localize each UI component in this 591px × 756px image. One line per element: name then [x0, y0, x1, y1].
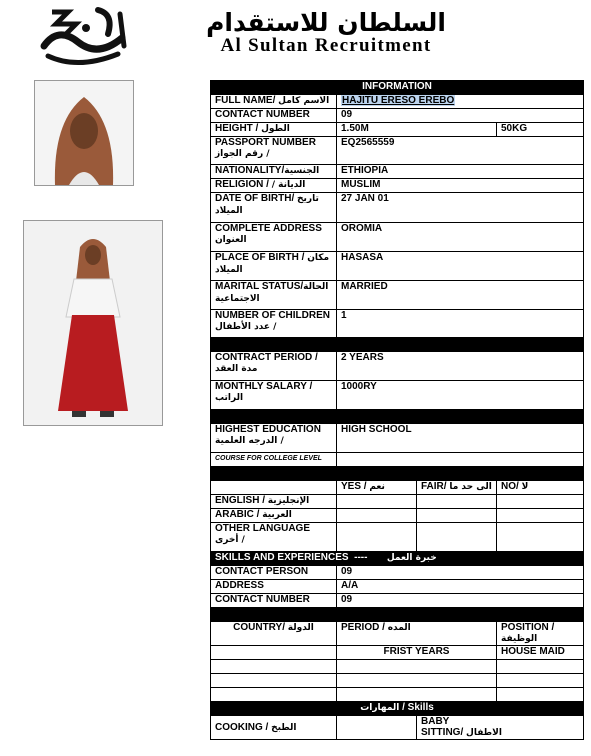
marital-status-label: MARITAL STATUS/الحالة الاجتماعية — [211, 281, 337, 310]
contact-number-label: CONTACT NUMBER — [211, 109, 337, 123]
al-sultan-logo-icon — [38, 6, 130, 72]
applicant-information-table — [210, 80, 584, 740]
experience-address-label: ADDRESS — [211, 580, 337, 594]
nationality-value: ETHIOPIA — [337, 165, 584, 179]
cooking-label: COOKING / الطبخ — [211, 716, 337, 740]
arabic-fair-cell — [417, 509, 497, 523]
work-position-cell — [497, 688, 584, 702]
monthly-salary-label: MONTHLY SALARY / الراتب — [211, 381, 337, 410]
passport-label: PASSPORT NUMBER رقم الجواز / — [211, 137, 337, 165]
other-fair-cell — [417, 523, 497, 552]
section-divider — [211, 410, 584, 424]
experience-address-value: A/A — [337, 580, 584, 594]
college-course-label: COURSE FOR COLLEGE LEVEL — [211, 453, 337, 467]
position-column-header: POSITION / الوظيفة — [497, 622, 584, 646]
weight-value: 50KG — [497, 123, 584, 137]
highest-education-label: HIGHEST EDUCATION الدرجه العلمية / — [211, 424, 337, 453]
yes-column-header: YES / نعم — [337, 481, 417, 495]
skills-header: المهارات / Skills — [211, 702, 584, 716]
english-no-cell — [497, 495, 584, 509]
address-label: COMPLETE ADDRESS العنوان — [211, 223, 337, 252]
other-no-cell — [497, 523, 584, 552]
full-name-label: FULL NAME/ الاسم كامل — [211, 95, 337, 109]
english-fair-cell — [417, 495, 497, 509]
applicant-portrait-photo — [34, 80, 134, 186]
skills-experience-header: SKILLS AND EXPERIENCES ---- خبرة العمل — [211, 552, 584, 566]
section-divider — [211, 338, 584, 352]
place-of-birth-label: PLACE OF BIRTH / مكان الميلاد — [211, 252, 337, 281]
contact-number-value: 09 — [337, 109, 584, 123]
applicant-full-body-photo — [23, 220, 163, 426]
arabic-label: ARABIC / العربية — [211, 509, 337, 523]
section-divider — [211, 608, 584, 622]
work-country-cell — [211, 646, 337, 660]
language-header-blank — [211, 481, 337, 495]
contract-period-label: CONTRACT PERIOD / مدة العقد — [211, 352, 337, 381]
arabic-no-cell — [497, 509, 584, 523]
height-label: HEIGHT / الطول — [211, 123, 337, 137]
other-yes-cell — [337, 523, 417, 552]
other-language-label: OTHER LANGUAGE أخرى / — [211, 523, 337, 552]
monthly-salary-value: 1000RY — [337, 381, 584, 410]
work-period-cell — [337, 660, 497, 674]
address-value: OROMIA — [337, 223, 584, 252]
children-value: 1 — [337, 310, 584, 338]
work-period-cell: FRIST YEARS — [337, 646, 497, 660]
college-course-value — [337, 453, 584, 467]
place-of-birth-value: HASASA — [337, 252, 584, 281]
contact-person-label: CONTACT PERSON — [211, 566, 337, 580]
english-label: ENGLISH / الإنجليزية — [211, 495, 337, 509]
work-country-cell — [211, 688, 337, 702]
work-position-cell: HOUSE MAID — [497, 646, 584, 660]
contract-period-value: 2 YEARS — [337, 352, 584, 381]
contact-person-value: 09 — [337, 566, 584, 580]
baby-sitting-label: BABY SITTING/ الاطفال — [417, 716, 584, 740]
experience-contact-number-value: 09 — [337, 594, 584, 608]
work-position-cell — [497, 660, 584, 674]
cooking-value — [337, 716, 417, 740]
section-divider — [211, 467, 584, 481]
brand-name-arabic: السلطان للاستقدام — [206, 8, 446, 37]
experience-contact-number-label: CONTACT NUMBER — [211, 594, 337, 608]
nationality-label: NATIONALITY/الجنسية — [211, 165, 337, 179]
information-header: INFORMATION — [211, 81, 584, 95]
highest-education-value: HIGH SCHOOL — [337, 424, 584, 453]
full-name-value: HAJITU ERESO EREBO — [337, 95, 584, 109]
arabic-yes-cell — [337, 509, 417, 523]
marital-status-value: MARRIED — [337, 281, 584, 310]
passport-value: EQ2565559 — [337, 137, 584, 165]
work-country-cell — [211, 674, 337, 688]
work-position-cell — [497, 674, 584, 688]
period-column-header: PERIOD / المده — [337, 622, 497, 646]
country-column-header: COUNTRY/ الدولة — [211, 622, 337, 646]
work-period-cell — [337, 688, 497, 702]
english-yes-cell — [337, 495, 417, 509]
work-period-cell — [337, 674, 497, 688]
children-label: NUMBER OF CHILDREN عدد الأطفال / — [211, 310, 337, 338]
religion-value: MUSLIM — [337, 179, 584, 193]
height-value: 1.50M — [337, 123, 497, 137]
work-country-cell — [211, 660, 337, 674]
no-column-header: NO/ لا — [497, 481, 584, 495]
brand-name-english: Al Sultan Recruitment — [220, 35, 432, 56]
dob-label: DATE OF BIRTH/ تاريخ الميلاد — [211, 193, 337, 223]
religion-label: RELIGION / / الديانة — [211, 179, 337, 193]
dob-value: 27 JAN 01 — [337, 193, 584, 223]
fair-column-header: FAIR/ الى حد ما — [417, 481, 497, 495]
